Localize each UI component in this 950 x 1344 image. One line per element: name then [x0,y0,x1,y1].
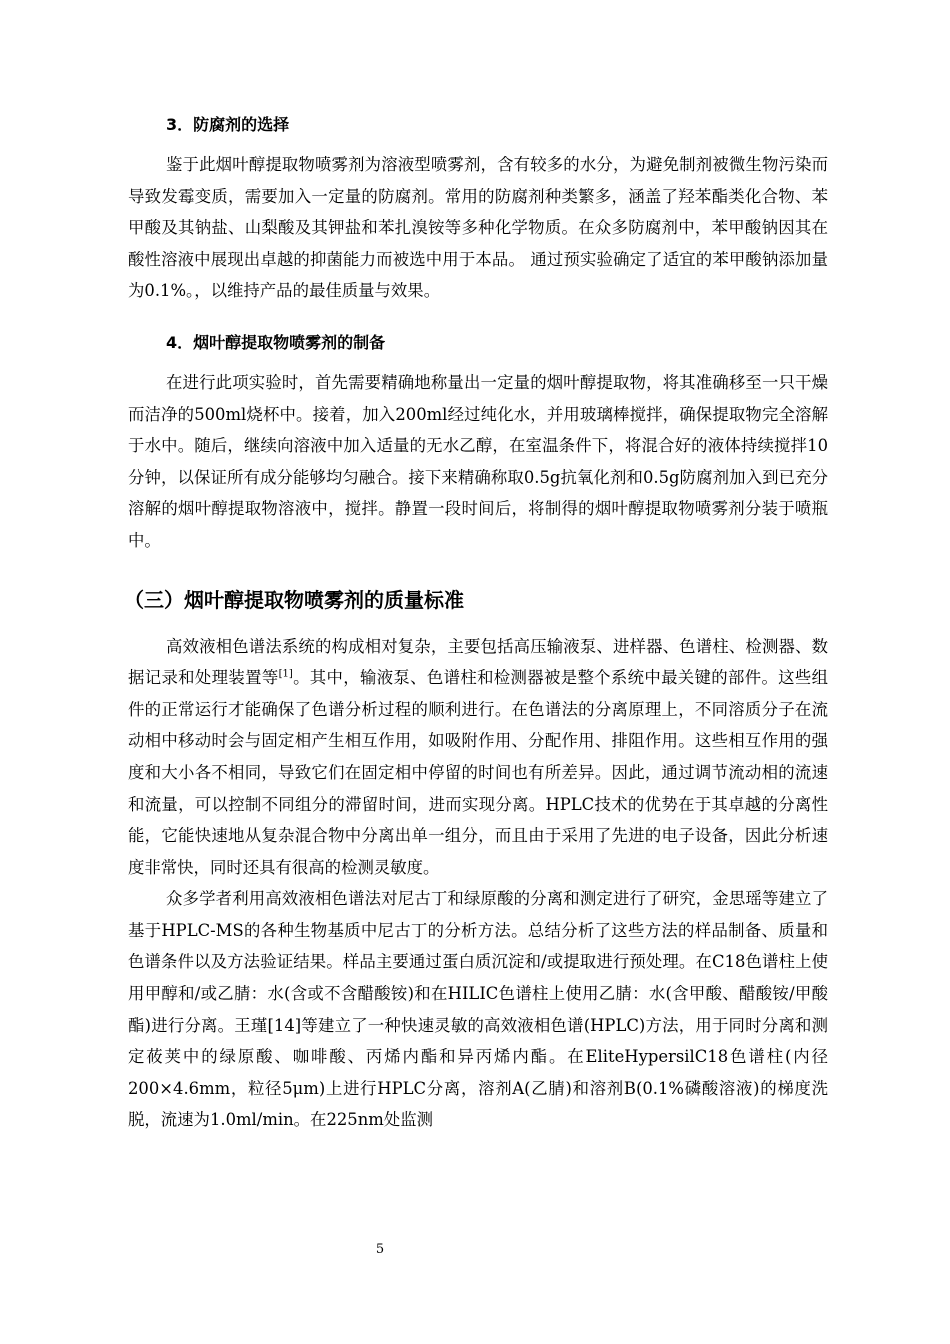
page-number: 5 [375,1242,385,1257]
paragraph-preservative: 鉴于此烟叶醇提取物喷雾剂为溶液型喷雾剂，含有较多的水分，为避免制剂被微生物污染而导致发霉变质，需要加入一定量的防腐剂。常用的防腐剂种类繁多，涵盖了羟苯酯类化合物、苯甲酸及其钠盐、山梨酸及其钾盐和苯扎溴铵等多种化学物质。在众多防腐剂中，苯甲酸钠因其在酸性溶液中展现出卓越的抑菌能力而被选中用于本品。 通过预实验确定了适宜的苯甲酸钠添加量为0.1%。，以维持产品的最佳质量与效果。 [128,155,828,301]
paragraph-literature-review: 众多学者利用高效液相色谱法对尼古丁和绿原酸的分离和测定进行了研究，金思瑶等建立了基于HPLC-MS的各种生物基质中尼古丁的分析方法。总结分析了这些方法的样品制备、质量和色谱条件以及方法验证结果。样品主要通过蛋白质沉淀和/或提取进行预处理。在C18色谱柱上使用甲醇和/或乙腈：水(含或不含醋酸铵)和在HILIC色谱柱上使用乙腈：水(含甲酸、醋酸铵/甲酸酯)进行分离。王瑾[14]等建立了一种快速灵敏的高效液相色谱(HPLC)方法，用于同时分离和测定莜荚中的绿原酸、咖啡酸、丙烯内酯和异丙烯内酯。在EliteHypersilC18色谱柱(内径200×4.6mm，粒径5μm)上进行HPLC分离，溶剂A(乙腈)和溶剂B(0.1%磷酸溶液)的梯度洗脱，流速为1.0ml/min。在225nm处监测 [128,889,828,1130]
section-heading-quality-standard: （三）烟叶醇提取物喷雾剂的质量标准 [124,587,464,612]
paragraph-hplc-system-text-1: 高效液相色谱法系统的构成相对复杂，主要包括高压输液泵、进样器、色谱柱、检测器、数据记录和处理装置等 [128,636,828,688]
section-heading-preparation: 4．烟叶醇提取物喷雾剂的制备 [166,332,386,352]
citation-ref: [1] [278,668,293,680]
paragraph-preparation: 在进行此项实验时，首先需要精确地称量出一定量的烟叶醇提取物，将其准确移至一只干燥而洁净的500ml烧杯中。接着，加入200ml经过纯化水，并用玻璃棒搅拌，确保提取物完全溶解于水中。随后，继续向溶液中加入适量的无水乙醇，在室温条件下，将混合好的液体持续搅拌10分钟，以保证所有成分能够均匀融合。接下来精确称取0.5g抗氧化剂和0.5g防腐剂加入到已充分溶解的烟叶醇提取物溶液中，搅拌。静置一段时间后，将制得的烟叶醇提取物喷雾剂分装于喷瓶中。 [128,372,828,550]
section-heading-preservative: 3．防腐剂的选择 [166,115,290,134]
page-content [124,113,829,1136]
paragraph-hplc-system-text-2: 。其中，输液泵、色谱柱和检测器被是整个系统中最关键的部件。这些组件的正常运行才能确保了色谱分析过程的顺利进行。在色谱法的分离原理上，不同溶质分子在流动相中移动时会与固定相产生相互作用，如吸附作用、分配作用、排阻作用。这些相互作用的强度和大小各不相同，导致它们在固定相中停留的时间也有所差异。因此，通过调节流动相的流速和流量，可以控制不同组分的滞留时间，进而实现分离。HPLC技术的优势在于其卓越的分离性能，它能快速地从复杂混合物中分离出单一组分，而且由于采用了先进的电子设备，因此分析速度非常快，同时还具有很高的检测灵敏度。 [128,668,829,877]
paragraph-hplc-system [128,631,828,884]
